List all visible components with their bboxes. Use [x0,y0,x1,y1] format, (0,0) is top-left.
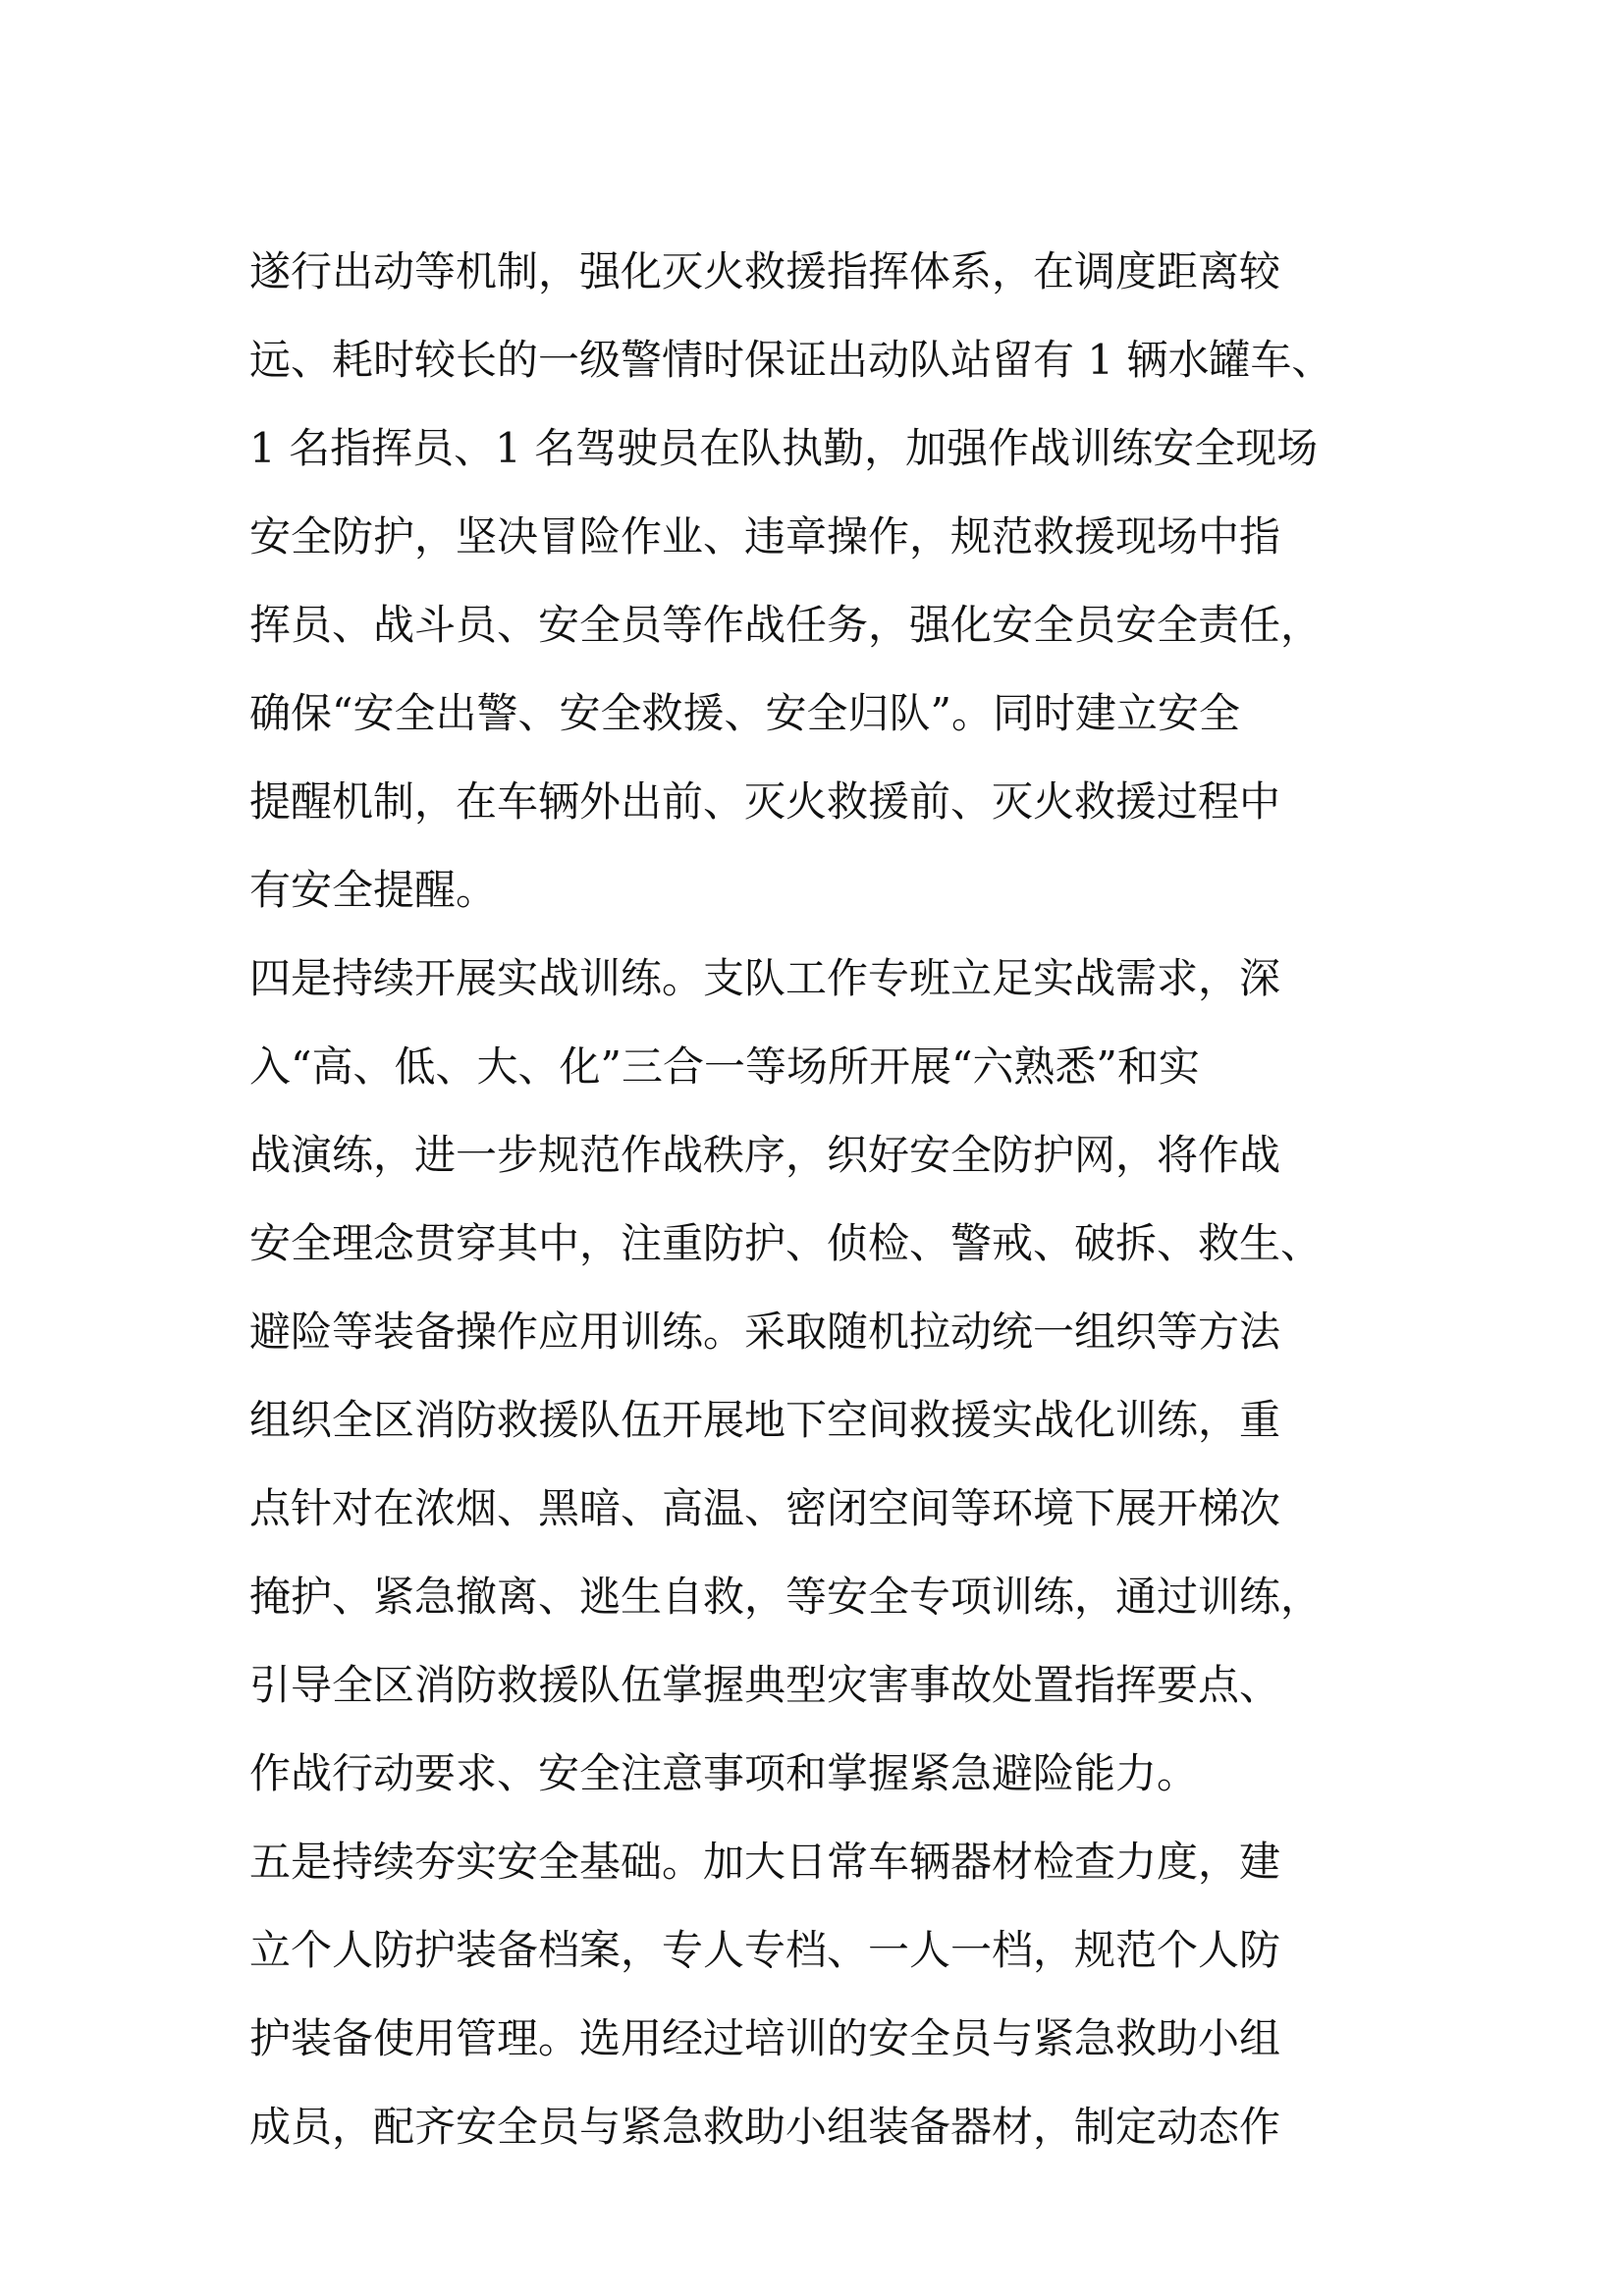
text-line: 安全防护，坚决冒险作业、违章操作，规范救援现场中指 [249,512,1281,561]
text-line: 挥员、战斗员、安全员等作战任务，强化安全员安全责任， [249,601,1323,649]
text-line: 战演练，进一步规范作战秩序，织好安全防护网，将作战 [249,1131,1281,1179]
text-line: 作战行动要求、安全注意事项和掌握紧急避险能力。 [249,1749,1199,1797]
text-line: 掩护、紧急撤离、逃生自救，等安全专项训练，通过训练， [249,1573,1323,1621]
text-line: 安全理念贯穿其中，注重防护、侦检、警戒、破拆、救生、 [249,1219,1323,1267]
text-line: 成员，配齐安全员与紧急救助小组装备器材，制定动态作 [249,2103,1281,2151]
text-line: 护装备使用管理。选用经过培训的安全员与紧急救助小组 [249,2014,1281,2062]
paragraph-heading-line: 五是持续夯实安全基础。加大日常车辆器材检查力度，建 [249,1838,1281,1886]
text-line: 1 名指挥员、1 名驾驶员在队执勤，加强作战训练安全现场 [249,424,1319,472]
text-line: 组织全区消防救援队伍开展地下空间救援实战化训练，重 [249,1396,1281,1444]
text-line: 引导全区消防救援队伍掌握典型灾害事故处置指挥要点、 [249,1661,1281,1709]
text-line: 遂行出动等机制，强化灭火救援指挥体系，在调度距离较 [249,247,1281,295]
text-line: 提醒机制，在车辆外出前、灭火救援前、灭火救援过程中 [249,777,1281,826]
text-line: 立个人防护装备档案，专人专档、一人一档，规范个人防 [249,1926,1281,1974]
text-line: 远、耗时较长的一级警情时保证出动队站留有 1 辆水罐车、 [249,336,1333,384]
text-line: 入“高、低、大、化”三合一等场所开展“六熟悉”和实 [249,1042,1200,1091]
text-line: 点针对在浓烟、黑暗、高温、密闭空间等环境下展开梯次 [249,1484,1281,1532]
document-body [249,228,1379,2171]
text-line: 有安全提醒。 [249,866,498,914]
text-line: 确保“安全出警、安全救援、安全归队”。同时建立安全 [249,689,1240,737]
paragraph-heading-line: 四是持续开展实战训练。支队工作专班立足实战需求，深 [249,954,1281,1002]
text-line: 避险等装备操作应用训练。采取随机拉动统一组织等方法 [249,1308,1281,1356]
